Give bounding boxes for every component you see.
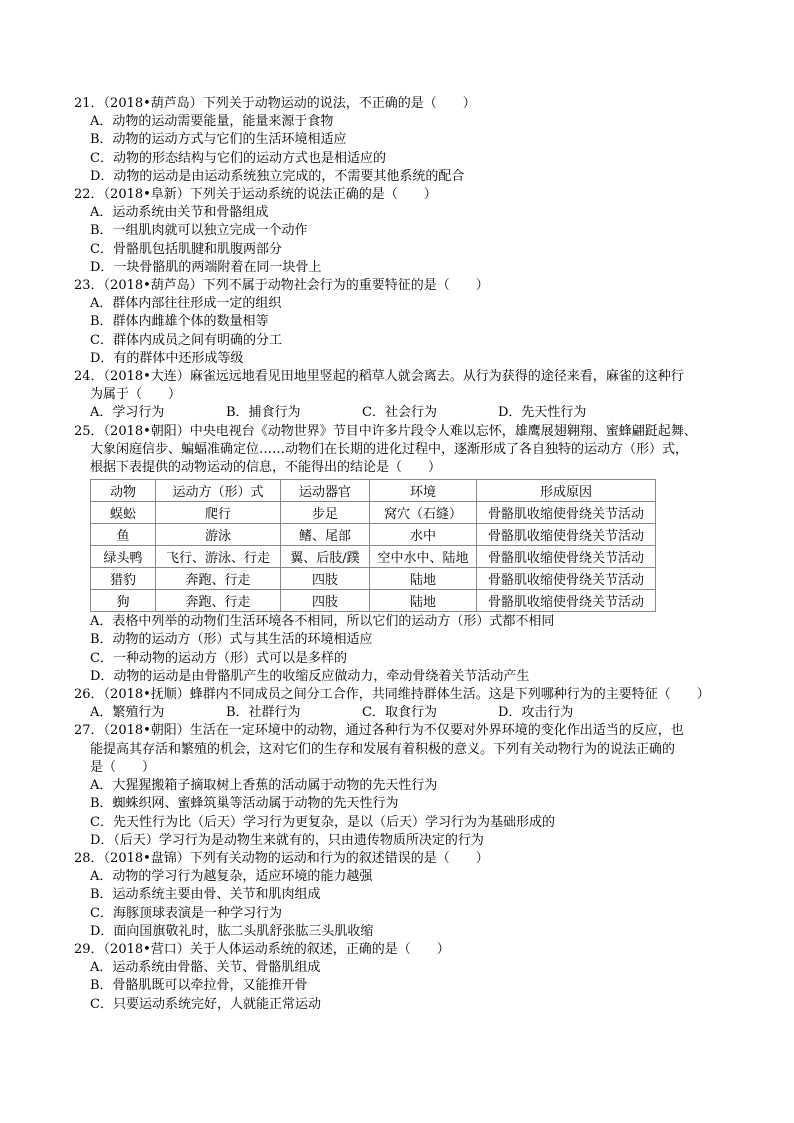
answer-option: B．捕食行为 xyxy=(226,405,301,421)
table-cell: 鳍、尾部 xyxy=(281,524,370,546)
question-25 xyxy=(74,423,734,686)
table-header-row xyxy=(91,480,656,502)
answer-option: D．（后天）学习行为是动物生来就有的，只由遗传物质所决定的行为 xyxy=(90,832,484,848)
table-cell: 陆地 xyxy=(370,590,477,612)
question-stem-continued: 大象闲庭信步、蝙蝠准确定位……动物们在长期的进化过程中，逐渐形成了各自独特的运动方（形）式， xyxy=(90,441,689,457)
table-cell: 飞行、游泳、行走 xyxy=(156,546,281,568)
question-list xyxy=(74,95,734,1014)
animal-movement-table xyxy=(90,479,656,612)
question-stem-continued: 能提高其存活和繁殖的机会，这对它们的生存和发展有着积极的意义。下列有关动物行为的说法正确的 xyxy=(90,741,676,757)
answer-option: A．繁殖行为 xyxy=(90,705,165,721)
question-stem: 21．（2018•葫芦岛）下列关于动物运动的说法，不正确的是（ ） xyxy=(74,96,476,111)
answer-option: B．动物的运动方式与它们的生活环境相适应 xyxy=(90,132,347,148)
table-row xyxy=(91,502,656,524)
answer-option: A．动物的运动需要能量，能量来源于食物 xyxy=(90,114,334,130)
answer-option: D．面向国旗敬礼时，肱二头肌舒张肱三头肌收缩 xyxy=(90,923,374,939)
table-cell: 陆地 xyxy=(370,568,477,590)
answer-option: C．先天性行为比（后天）学习行为更复杂，是以（后天）学习行为为基础形成的 xyxy=(90,814,555,830)
answer-option: C．取食行为 xyxy=(362,705,437,721)
answer-option: D．动物的运动是由运动系统独立完成的，不需要其他系统的配合 xyxy=(90,168,465,184)
table-row xyxy=(91,568,656,590)
table-row xyxy=(91,590,656,612)
table-cell: 爬行 xyxy=(156,502,281,524)
question-29 xyxy=(74,941,734,1014)
table-header-cell: 运动方（形）式 xyxy=(156,480,281,502)
table-row xyxy=(91,524,656,546)
question-22 xyxy=(74,186,734,277)
table-cell: 步足 xyxy=(281,502,370,524)
question-27 xyxy=(74,722,734,849)
question-stem: 28．（2018•盘锦）下列有关动物的运动和行为的叙述错误的是（ ） xyxy=(74,850,489,866)
question-stem: 23．（2018•葫芦岛）下列不属于动物社会行为的重要特征的是（ ） xyxy=(74,278,489,294)
question-stem: 24．（2018•大连）麻雀远远地看见田地里竖起的稻草人就会离去。从行为获得的途径来看，麻雀的这种行 xyxy=(74,369,684,385)
table-cell: 蜈蚣 xyxy=(91,502,156,524)
answer-option: D．攻击行为 xyxy=(498,705,574,721)
answer-option: A．表格中列举的动物们生活环境各不相同，所以它们的运动方（形）式都不相同 xyxy=(90,614,555,630)
table-cell: 骨骼肌收缩使骨绕关节活动 xyxy=(477,546,656,568)
answer-option: D．先天性行为 xyxy=(498,405,587,421)
answer-option: C．社会行为 xyxy=(362,405,437,421)
answer-option: C．只要运动系统完好，人就能正常运动 xyxy=(90,996,321,1012)
table-cell: 猎豹 xyxy=(91,568,156,590)
question-28 xyxy=(74,850,734,941)
question-stem: 22．（2018•阜新）下列关于运动系统的说法正确的是（ ） xyxy=(74,187,437,203)
answer-option: B．运动系统主要由骨、关节和肌肉组成 xyxy=(90,887,321,903)
answer-option: B．群体内雌雄个体的数量相等 xyxy=(90,314,269,330)
table-cell: 骨骼肌收缩使骨绕关节活动 xyxy=(477,590,656,612)
answer-option: B．一组肌肉就可以独立完成一个动作 xyxy=(90,223,308,239)
answer-option: B．骨骼肌既可以牵拉骨，又能推开骨 xyxy=(90,978,308,994)
question-23 xyxy=(74,277,734,368)
answer-option: A．运动系统由骨骼、关节、骨骼肌组成 xyxy=(90,960,321,976)
table-header-cell: 动物 xyxy=(91,480,156,502)
table-cell: 水中 xyxy=(370,524,477,546)
answer-option: A．群体内部往往形成一定的组织 xyxy=(90,296,282,312)
table-cell: 翼、后肢/蹼 xyxy=(281,546,370,568)
table-cell: 四肢 xyxy=(281,590,370,612)
question-stem-continued: 为属于（ ） xyxy=(90,387,182,403)
table-cell: 骨骼肌收缩使骨绕关节活动 xyxy=(477,524,656,546)
question-stem-continued: 根据下表提供的动物运动的信息，不能得出的结论是（ ） xyxy=(90,460,442,476)
table-header-cell: 运动器官 xyxy=(281,480,370,502)
table-cell: 奔跑、行走 xyxy=(156,590,281,612)
question-stem: 26．（2018•抚顺）蜂群内不同成员之间分工合作，共同维持群体生活。这是下列哪种行为的主要特征（ ） xyxy=(74,687,710,703)
table-row xyxy=(91,546,656,568)
answer-option: A．学习行为 xyxy=(90,405,165,421)
answer-option: C．动物的形态结构与它们的运动方式也是相适应的 xyxy=(90,150,386,166)
answer-option: B．社群行为 xyxy=(226,705,301,721)
answer-option: C．骨骼肌包括肌腱和肌腹两部分 xyxy=(90,241,282,257)
answer-options-row xyxy=(74,704,734,722)
answer-option: C．一种动物的运动方（形）式可以是多样的 xyxy=(90,650,347,666)
answer-option: D．动物的运动是由骨骼肌产生的收缩反应做动力，牵动骨绕着关节活动产生 xyxy=(90,668,530,684)
answer-options-row xyxy=(74,404,734,422)
question-26 xyxy=(74,686,734,722)
answer-option: C．群体内成员之间有明确的分工 xyxy=(90,332,282,348)
question-21 xyxy=(74,95,734,186)
table-cell: 四肢 xyxy=(281,568,370,590)
question-stem-continued: 是（ ） xyxy=(90,759,156,775)
table-cell: 骨骼肌收缩使骨绕关节活动 xyxy=(477,568,656,590)
answer-option: B．动物的运动方（形）式与其生活的环境相适应 xyxy=(90,632,373,648)
question-stem: 27．（2018•朝阳）生活在一定环境中的动物，通过各种行为不仅要对外界环境的变化作出适当的反应，也 xyxy=(74,723,684,739)
table-cell: 骨骼肌收缩使骨绕关节活动 xyxy=(477,502,656,524)
table-cell: 绿头鸭 xyxy=(91,546,156,568)
table-cell: 狗 xyxy=(91,590,156,612)
question-stem: 25．（2018•朝阳）中央电视台《动物世界》节目中许多片段令人难以忘怀，雄鹰展翅翱翔、蜜蜂翩跹起舞、 xyxy=(74,423,697,439)
answer-option: A．动物的学习行为越复杂，适应环境的能力越强 xyxy=(90,869,373,885)
table-header-cell: 形成原因 xyxy=(477,480,656,502)
table-cell: 空中水中、陆地 xyxy=(370,546,477,568)
table-cell: 奔跑、行走 xyxy=(156,568,281,590)
answer-option: A．运动系统由关节和骨骼组成 xyxy=(90,205,269,221)
question-24 xyxy=(74,368,734,423)
table-header-cell: 环境 xyxy=(370,480,477,502)
answer-option: A．大猩猩搬箱子摘取树上香蕉的活动属于动物的先天性行为 xyxy=(90,778,438,794)
table-cell: 鱼 xyxy=(91,524,156,546)
table-cell: 游泳 xyxy=(156,524,281,546)
answer-option: D．有的群体中还形成等级 xyxy=(90,350,244,366)
answer-option: D．一块骨骼肌的两端附着在同一块骨上 xyxy=(90,259,322,275)
question-stem: 29．（2018•营口）关于人体运动系统的叙述，正确的是（ ） xyxy=(74,941,450,957)
table-cell: 窝穴（石缝） xyxy=(370,502,477,524)
answer-option: C．海豚顶球表演是一种学习行为 xyxy=(90,905,282,921)
answer-option: B．蜘蛛织网、蜜蜂筑巢等活动属于动物的先天性行为 xyxy=(90,796,399,812)
